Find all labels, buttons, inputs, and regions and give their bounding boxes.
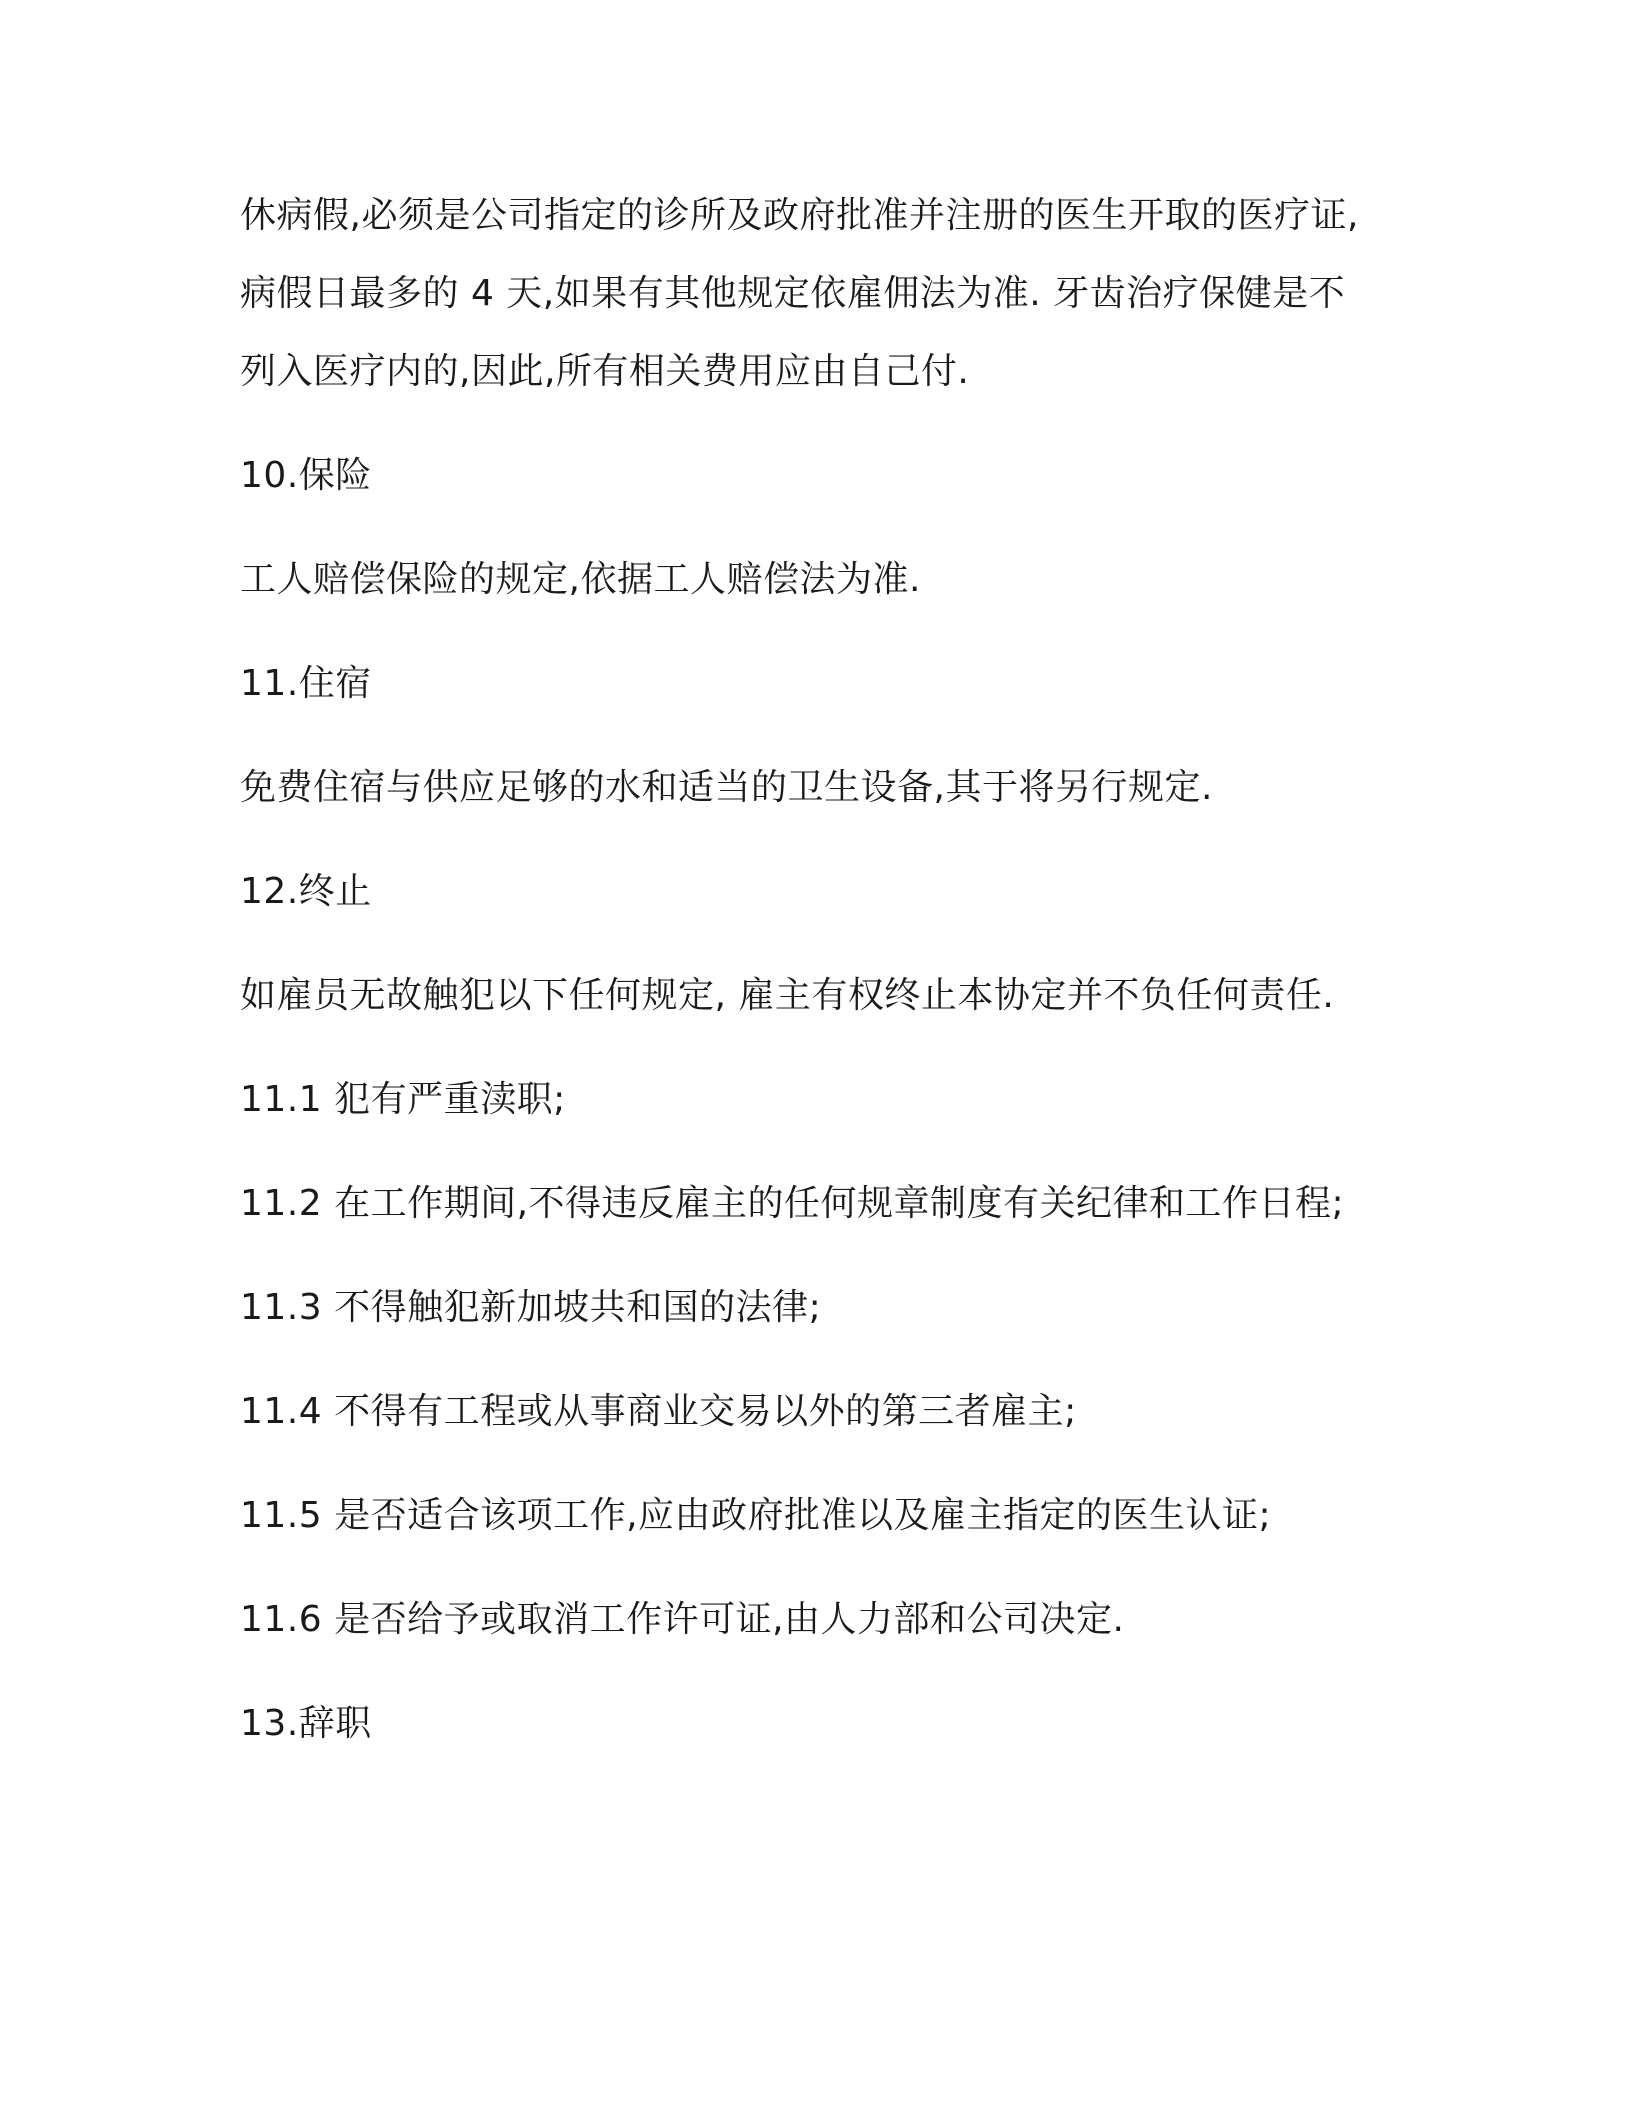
section-heading: 13.辞职 [240,1703,372,1744]
clause-item [240,1490,1400,1542]
paragraph-line: 免费住宿与供应足够的水和适当的卫生设备,其于将另行规定. [240,767,1213,808]
document-body [240,190,1400,1802]
section-heading: 11.住宿 [240,663,372,704]
clause-text: 11.1 犯有严重渎职; [240,1079,566,1120]
clause-item [240,1282,1400,1334]
clause-text: 11.4 不得有工程或从事商业交易以外的第三者雇主; [240,1391,1077,1432]
section-heading-accommodation [240,658,1400,710]
section-heading-termination [240,866,1400,918]
clause-item [240,1386,1400,1438]
sick-leave-paragraph [240,190,1400,398]
section-heading-insurance [240,450,1400,502]
paragraph-line: 休病假,必须是公司指定的诊所及政府批准并注册的医生开取的医疗证, [240,195,1359,236]
clause-item [240,1178,1400,1230]
paragraph-line: 列入医疗内的,因此,所有相关费用应由自己付. [240,351,970,392]
section-heading: 12.终止 [240,871,372,912]
paragraph-line: 工人赔偿保险的规定,依据工人赔偿法为准. [240,559,921,600]
clause-item [240,1074,1400,1126]
clause-item [240,1594,1400,1646]
section-heading: 10.保险 [240,455,372,496]
accommodation-paragraph [240,762,1400,814]
section-heading-resignation [240,1698,1400,1750]
paragraph-line: 病假日最多的 4 天,如果有其他规定依雇佣法为准. 牙齿治疗保健是不 [240,273,1346,314]
clause-text: 11.5 是否适合该项工作,应由政府批准以及雇主指定的医生认证; [240,1495,1272,1536]
insurance-paragraph [240,554,1400,606]
clause-text: 11.3 不得触犯新加坡共和国的法律; [240,1287,822,1328]
paragraph-line: 如雇员无故触犯以下任何规定, 雇主有权终止本协定并不负任何责任. [240,975,1335,1016]
termination-paragraph [240,970,1400,1022]
clause-text: 11.2 在工作期间,不得违反雇主的任何规章制度有关纪律和工作日程; [240,1183,1345,1224]
clause-text: 11.6 是否给予或取消工作许可证,由人力部和公司决定. [240,1599,1125,1640]
